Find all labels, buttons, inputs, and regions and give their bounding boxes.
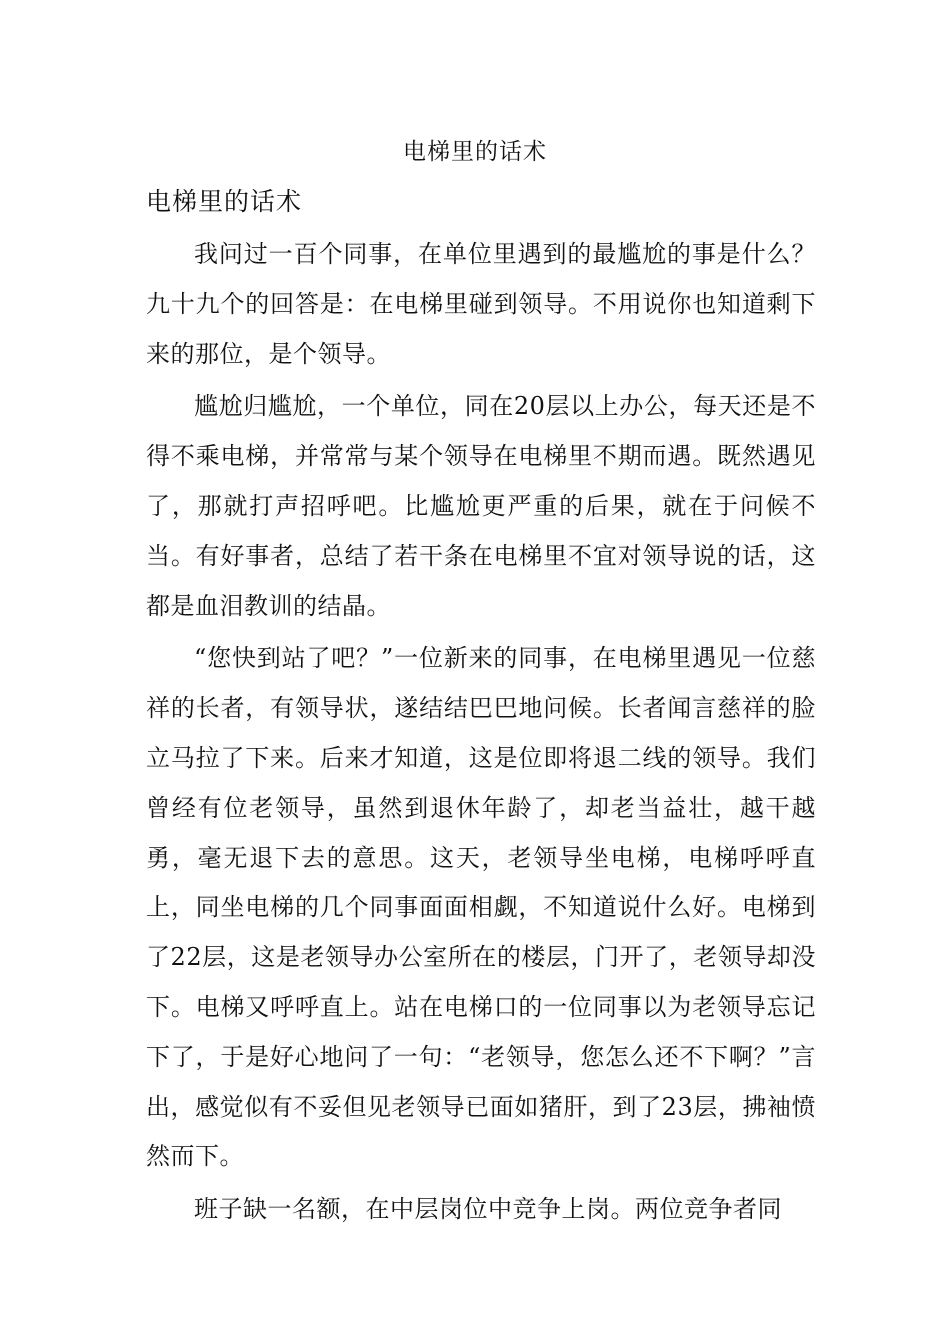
- paragraph: “您快到站了吧？”一位新来的同事，在电梯里遇见一位慈祥的长者，有领导状，遂结结巴巴地问候。长者闻言慈祥的脸立马拉了下来。后来才知道，这是位即将退二线的领导。我们曾经有位老领导，虽然到退休年龄了，却老当益壮，越干越勇，毫无退下去的意思。这天，老领导坐电梯，电梯呼呼直上，同坐电梯的几个同事面面相觑，不知道说什么好。电梯到了22层，这是老领导办公室所在的楼层，门开了，老领导却没下。电梯又呼呼直上。站在电梯口的一位同事以为老领导忘记下了，于是好心地问了一句：“老领导，您怎么还不下啊？”言出，感觉似有不妥但见老领导已面如猪肝，到了23层，拂袖愤然而下。: [146, 644, 816, 1171]
- document-body: [146, 230, 816, 1238]
- paragraph: 我问过一百个同事，在单位里遇到的最尴尬的事是什么？九十九个的回答是：在电梯里碰到领导。不用说你也知道剩下来的那位，是个领导。: [146, 240, 816, 368]
- paragraph: 尴尬归尴尬，一个单位，同在20层以上办公，每天还是不得不乘电梯，并常常与某个领导在电梯里不期而遇。既然遇见了，那就打声招呼吧。比尴尬更严重的后果，就在于问候不当。有好事者，总结了若干条在电梯里不宜对领导说的话，这都是血泪教训的结晶。: [146, 392, 816, 620]
- paragraph: 班子缺一名额，在中层岗位中竞争上岗。两位竞争者同: [194, 1195, 782, 1224]
- document-subtitle: 电梯里的话术: [146, 187, 303, 216]
- page-title: 电梯里的话术: [403, 139, 547, 165]
